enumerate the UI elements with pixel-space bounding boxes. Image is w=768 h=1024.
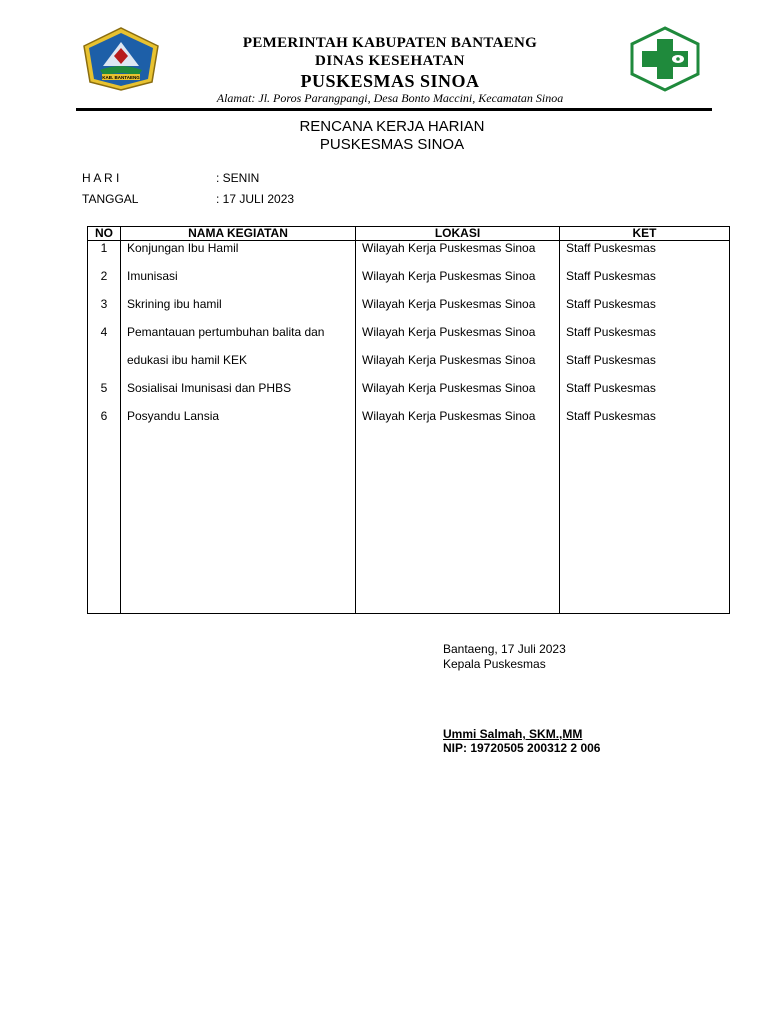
kegiatan-table (87, 226, 730, 614)
table-filler-row (88, 437, 730, 614)
cell-lokasi: Wilayah Kerja Puskesmas Sinoa (356, 325, 560, 353)
kop-puskesmas: PUSKESMAS SINOA (300, 71, 480, 91)
cell-lokasi: Wilayah Kerja Puskesmas Sinoa (356, 297, 560, 325)
cell-kegiatan: Konjungan Ibu Hamil (121, 241, 356, 270)
table-row (88, 381, 730, 409)
hari-value: : SENIN (216, 171, 260, 185)
document-subtitle: PUSKESMAS SINOA (319, 136, 465, 153)
cell-kegiatan: Pemantauan pertumbuhan balita dan (121, 325, 356, 353)
cell-lokasi: Wilayah Kerja Puskesmas Sinoa (356, 409, 560, 437)
cell-no: 1 (88, 241, 121, 270)
column-header-ket: KET (560, 227, 730, 241)
signature-position: Kepala Puskesmas (443, 657, 546, 671)
tanggal-label: TANGGAL (82, 192, 139, 206)
table-row (88, 297, 730, 325)
cell-ket: Staff Puskesmas (560, 297, 730, 325)
cell-no: 5 (88, 381, 121, 409)
cell-ket: Staff Puskesmas (560, 325, 730, 353)
cell-ket: Staff Puskesmas (560, 241, 730, 270)
cell-lokasi: Wilayah Kerja Puskesmas Sinoa (356, 269, 560, 297)
signature-place-date: Bantaeng, 17 Juli 2023 (443, 642, 566, 656)
cell-kegiatan: Sosialisai Imunisasi dan PHBS (121, 381, 356, 409)
cell-ket: Staff Puskesmas (560, 269, 730, 297)
cell-ket: Staff Puskesmas (560, 353, 730, 381)
document-title: RENCANA KERJA HARIAN (299, 118, 485, 135)
kop-dinas: DINAS KESEHATAN (315, 53, 465, 69)
tanggal-value: : 17 JULI 2023 (216, 192, 295, 206)
cell-kegiatan: edukasi ibu hamil KEK (121, 353, 356, 381)
kop-pemerintah: PEMERINTAH KABUPATEN BANTAENG (242, 35, 538, 51)
signature-nip: NIP: 19720505 200312 2 006 (443, 741, 601, 755)
column-header-lokasi: LOKASI (356, 227, 560, 241)
kop-divider (76, 108, 712, 111)
table-row (88, 241, 730, 270)
cell-ket: Staff Puskesmas (560, 409, 730, 437)
signature-name: Ummi Salmah, SKM.,MM (443, 727, 583, 741)
bantaeng-emblem-icon (78, 26, 164, 92)
cell-lokasi: Wilayah Kerja Puskesmas Sinoa (356, 381, 560, 409)
hari-label: H A R I (82, 171, 120, 185)
cell-lokasi: Wilayah Kerja Puskesmas Sinoa (356, 241, 560, 270)
cell-no: 3 (88, 297, 121, 325)
cell-no: 4 (88, 325, 121, 353)
kop-alamat: Alamat: Jl. Poros Parangpangi, Desa Bonto Maccini, Kecamatan Sinoa (216, 91, 564, 105)
cell-no (88, 353, 121, 381)
cell-no: 6 (88, 409, 121, 437)
table-header-row (88, 227, 730, 241)
svg-text:KAB. BANTAENG: KAB. BANTAENG (102, 75, 140, 80)
table-row (88, 409, 730, 437)
cell-no: 2 (88, 269, 121, 297)
table-row (88, 269, 730, 297)
column-header-no: NO (88, 227, 121, 241)
table-row (88, 353, 730, 381)
cell-kegiatan: Posyandu Lansia (121, 409, 356, 437)
cell-kegiatan: Skrining ibu hamil (121, 297, 356, 325)
cell-kegiatan: Imunisasi (121, 269, 356, 297)
cell-lokasi: Wilayah Kerja Puskesmas Sinoa (356, 353, 560, 381)
table-row (88, 325, 730, 353)
cell-ket: Staff Puskesmas (560, 381, 730, 409)
column-header-kegiatan: NAMA KEGIATAN (121, 227, 356, 241)
puskesmas-cross-icon (626, 26, 704, 92)
